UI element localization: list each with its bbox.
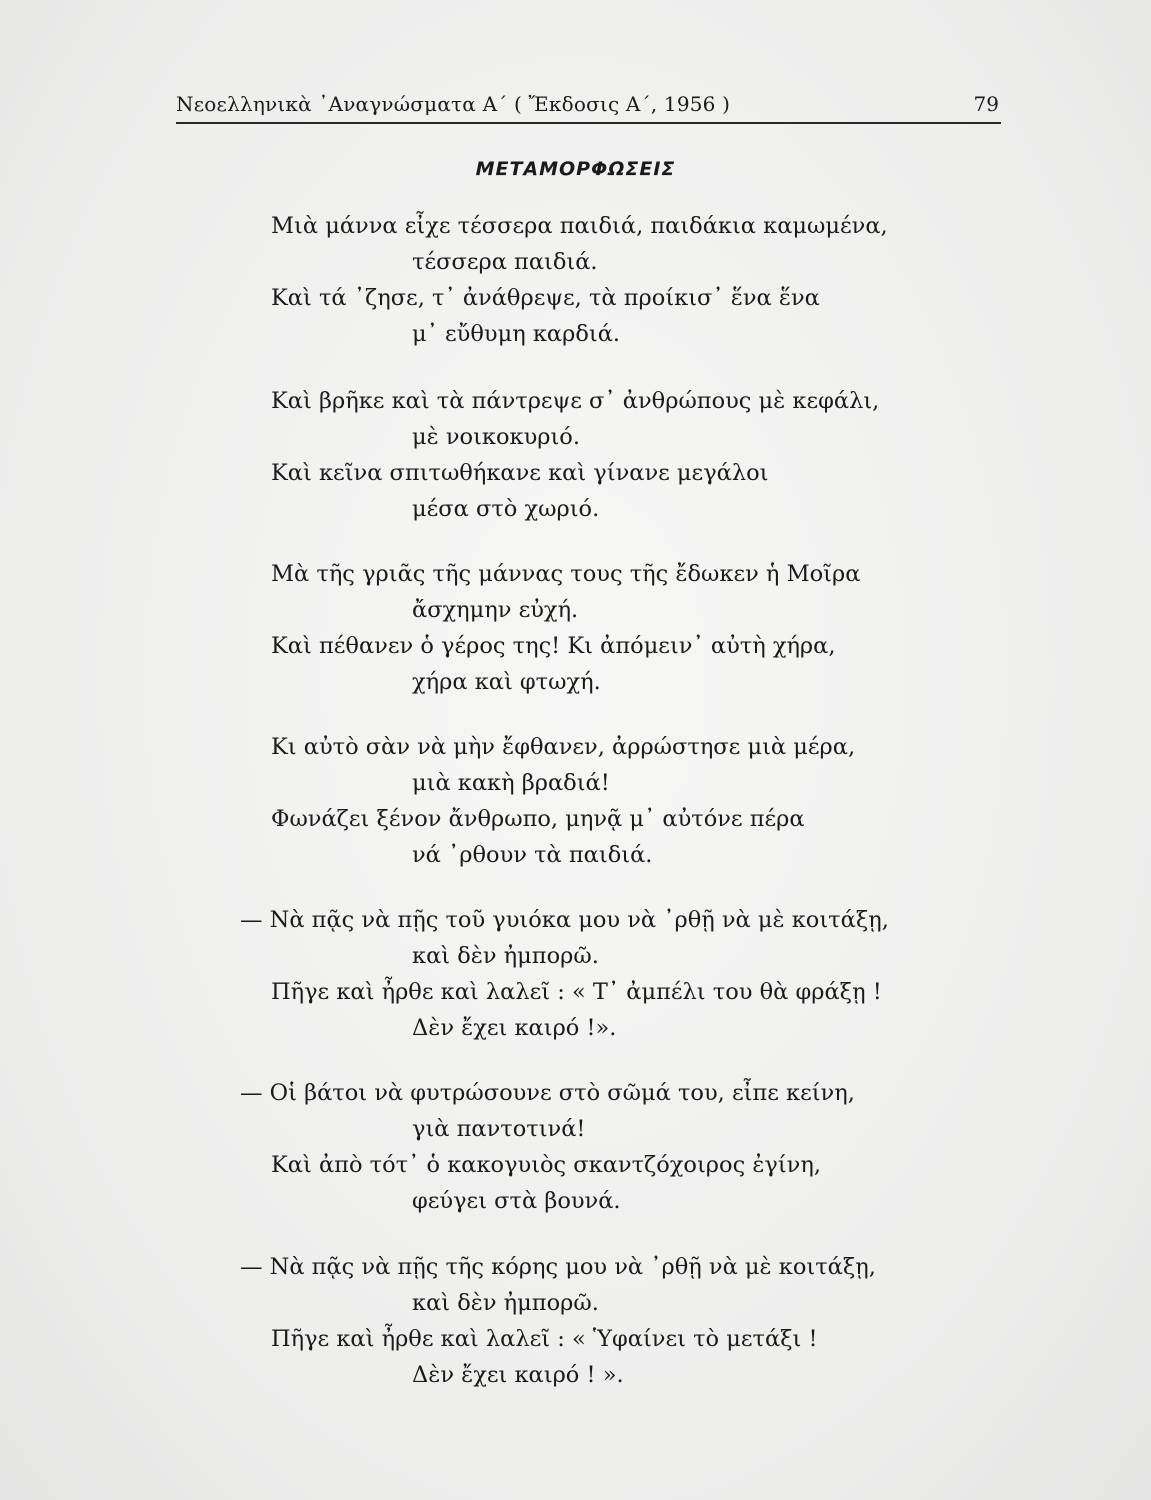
running-title: Νεοελληνικὰ ᾿Αναγνώσματα Α΄ ( Ἔκδοσις Α΄, 1956 ) xyxy=(176,92,731,116)
verse-line: μιὰ κακὴ βραδιά! xyxy=(412,770,610,796)
verse-line: — Νὰ πᾷς νὰ πῇς τοῦ γυιόκα μου νὰ ᾿ρθῇ νὰ μὲ κοιτάξῃ, xyxy=(240,907,889,933)
verse-line: Καὶ κεῖνα σπιτωθήκανε καὶ γίνανε μεγάλοι xyxy=(271,460,769,486)
verse-line: καὶ δὲν ἠμπορῶ. xyxy=(412,1290,599,1316)
verse-line: καὶ δὲν ἠμπορῶ. xyxy=(412,943,599,969)
verse-line: Καὶ βρῆκε καὶ τὰ πάντρεψε σ᾿ ἀνθρώπους μὲ κεφάλι, xyxy=(271,388,880,414)
page-number: 79 xyxy=(973,92,999,116)
verse-line: Καὶ ἀπὸ τότ᾿ ὁ κακογυιὸς σκαντζόχοιρος ἐγίνη, xyxy=(271,1152,821,1178)
verse-line: Πῆγε καὶ ἦρθε καὶ λαλεῖ : « Τ᾿ ἀμπέλι του θὰ φράξῃ ! xyxy=(271,979,882,1005)
verse-line: χήρα καὶ φτωχή. xyxy=(412,669,601,695)
verse-line: — Νὰ πᾷς νὰ πῇς τῆς κόρης μου νὰ ᾿ρθῇ νὰ μὲ κοιτάξῃ, xyxy=(240,1254,876,1280)
verse-line: μὲ νοικοκυριό. xyxy=(412,424,580,450)
verse-line: τέσσερα παιδιά. xyxy=(412,249,598,275)
poem-title: ΜΕΤΑΜΟΡΦΩΣΕΙΣ xyxy=(475,158,676,180)
verse-line: Καὶ τά ᾿ζησε, τ᾿ ἀνάθρεψε, τὰ προίκισ᾿ ἕνα ἕνα xyxy=(271,285,820,311)
verse-line: μ᾿ εὔθυμη καρδιά. xyxy=(412,321,621,347)
verse-line: Δὲν ἔχει καιρό ! ». xyxy=(412,1362,624,1388)
verse-line: φεύγει στὰ βουνά. xyxy=(412,1188,621,1214)
verse-line: Μιὰ μάννα εἶχε τέσσερα παιδιά, παιδάκια καμωμένα, xyxy=(271,213,888,239)
verse-line: Πῆγε καὶ ἦρθε καὶ λαλεῖ : « Ὑφαίνει τὸ μετάξι ! xyxy=(271,1326,818,1352)
verse-line: γιὰ παντοτινά! xyxy=(412,1116,586,1142)
verse-line: Δὲν ἔχει καιρό !». xyxy=(412,1015,617,1041)
verse-line: Κι αὐτὸ σὰν νὰ μὴν ἔφθανεν, ἀρρώστησε μιὰ μέρα, xyxy=(271,734,856,760)
verse-line: Καὶ πέθανεν ὁ γέρος της! Κι ἀπόμειν᾿ αὐτὴ χήρα, xyxy=(271,633,836,659)
verse-line: μέσα στὸ χωριό. xyxy=(412,496,600,522)
verse-line: Φωνάζει ξένον ἄνθρωπο, μηνᾷ μ᾿ αὐτόνε πέρα xyxy=(271,806,805,832)
verse-line: νά ᾿ρθουν τὰ παιδιά. xyxy=(412,842,653,868)
verse-line: Μὰ τῆς γριᾶς τῆς μάννας τους τῆς ἔδωκεν ἡ Μοῖρα xyxy=(271,561,861,587)
verse-line: — Οἱ βάτοι νὰ φυτρώσουνε στὸ σῶμά του, εἶπε κείνη, xyxy=(240,1080,855,1106)
verse-line: ἄσχημην εὐχή. xyxy=(412,597,579,623)
running-head xyxy=(176,92,1001,124)
